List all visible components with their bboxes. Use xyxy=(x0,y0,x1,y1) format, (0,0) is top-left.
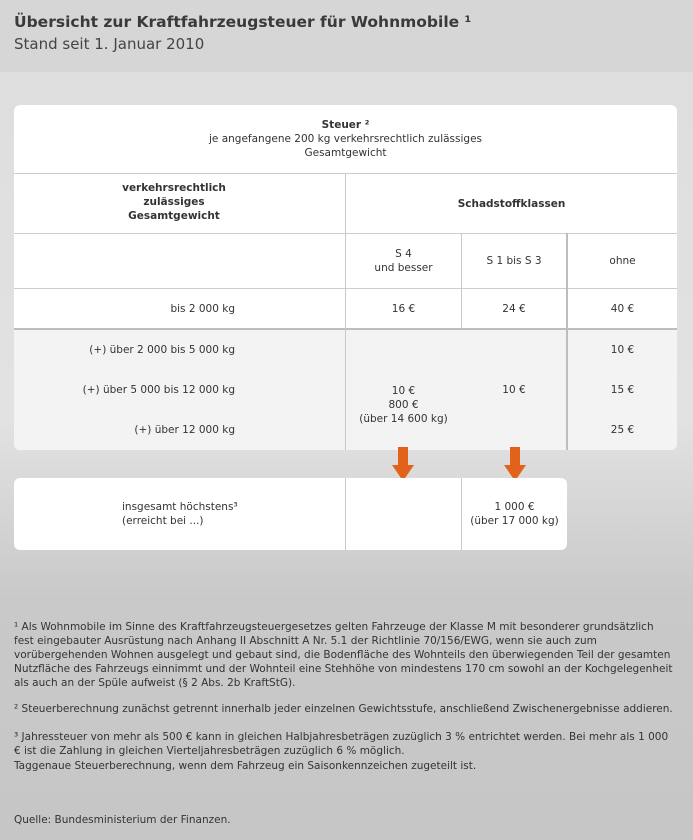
max-total-box xyxy=(14,478,567,550)
row2-ohne: 10 € xyxy=(610,344,635,356)
steuer-title: Steuer ² xyxy=(321,119,370,131)
source-note: Quelle: Bundesministerium der Finanzen. xyxy=(14,814,231,826)
steuer-desc-line1: je angefangene 200 kg verkehrsrechtlich zulässiges xyxy=(208,133,482,145)
col-divider xyxy=(345,478,346,550)
col-s4-line1: S 4 xyxy=(395,248,412,260)
steuer-header xyxy=(14,105,677,173)
col-header-s1s3: S 1 bis S 3 xyxy=(486,255,542,267)
max-s1s3-note: (über 17 000 kg) xyxy=(470,515,559,527)
row4-ohne: 25 € xyxy=(610,424,635,436)
max-s1s3 xyxy=(462,478,567,550)
row1-s1s3: 24 € xyxy=(502,302,526,315)
row2-label: (+) über 2 000 bis 5 000 kg xyxy=(89,344,235,356)
max-label-line1: insgesamt höchstens³ xyxy=(122,501,238,513)
row3-label: (+) über 5 000 bis 12 000 kg xyxy=(82,384,235,396)
max-label-line2: (erreicht bei ...) xyxy=(122,515,204,527)
footnote-3-line1: ³ Jahressteuer von mehr als 500 € kann in gleichen Halbjahresbeträgen zuzüglich 3 % entrichtet werden. Bei mehr als 1 000 € ist die Zahlung in gleichen Vierteljahresbeträgen zuzüglich 6 % möglich. xyxy=(14,731,669,757)
row4-label: (+) über 12 000 kg xyxy=(134,424,235,436)
weight-header-line1: verkehrsrechtlich xyxy=(122,182,226,194)
col-header-s4 xyxy=(346,234,461,288)
weight-header xyxy=(84,175,264,229)
footnote-3-line2: Taggenaue Steuerberechnung, wenn dem Fahrzeug ein Saisonkennzeichen zugeteilt ist. xyxy=(14,760,477,772)
steuer-desc-line2: Gesamtgewicht xyxy=(304,147,387,159)
col-s4-line2: und besser xyxy=(374,262,433,274)
tax-table xyxy=(14,105,677,450)
page-subtitle: Stand seit 1. Januar 2010 xyxy=(14,35,205,53)
merged-s1s3: 10 € xyxy=(502,384,526,396)
schadstoff-header: Schadstoffklassen xyxy=(457,197,566,210)
max-s1s3-value: 1 000 € xyxy=(494,501,535,513)
merged-s4-max-note: (über 14 600 kg) xyxy=(359,413,448,425)
row1-s4: 16 € xyxy=(391,302,416,315)
footnote-2: ² Steuerberechnung zunächst getrennt innerhalb jeder einzelnen Gewichtsstufe, anschließend Zwischenergebnisse addieren. xyxy=(14,703,673,715)
merged-s4-max: 800 € xyxy=(388,399,419,411)
arrow-down-icon xyxy=(504,447,526,481)
arrow-down-icon xyxy=(392,447,414,481)
max-label xyxy=(14,478,345,550)
row1-ohne: 40 € xyxy=(610,302,635,315)
row3-ohne: 15 € xyxy=(610,384,635,396)
footnote-1: ¹ Als Wohnmobile im Sinne des Kraftfahrzeugsteuergesetzes gelten Fahrzeuge der Klasse M mit besonderer grundsätzlich fest eingebauter Ausrüstung nach Anhang II Abschnitt A Nr. 5.1 der Richtlinie 70/156/EWG, wenn sie auch zum vorübergehenden Wohnen ausgelegt und gebaut sind, die Bodenfläche des Wohnteils den überwiegenden Teil der gesamten Nutzfläche des Fahrzeugs einnimmt und der Wohnteil eine Stehhöhe von mindestens 170 cm sowohl an der Kochgelegenheit als auch an der Spüle aufweist (§ 2 Abs. 2b KraftStG). xyxy=(14,621,673,689)
merged-s4 xyxy=(346,377,461,433)
page-title: Übersicht zur Kraftfahrzeugsteuer für Wohnmobile ¹ xyxy=(14,13,472,31)
row1-label: bis 2 000 kg xyxy=(170,302,235,315)
col-header-ohne: ohne xyxy=(609,255,636,267)
merged-s4-rate: 10 € xyxy=(391,385,416,397)
weight-header-line2: zulässiges xyxy=(143,196,205,208)
weight-header-line3: Gesamtgewicht xyxy=(128,210,220,222)
